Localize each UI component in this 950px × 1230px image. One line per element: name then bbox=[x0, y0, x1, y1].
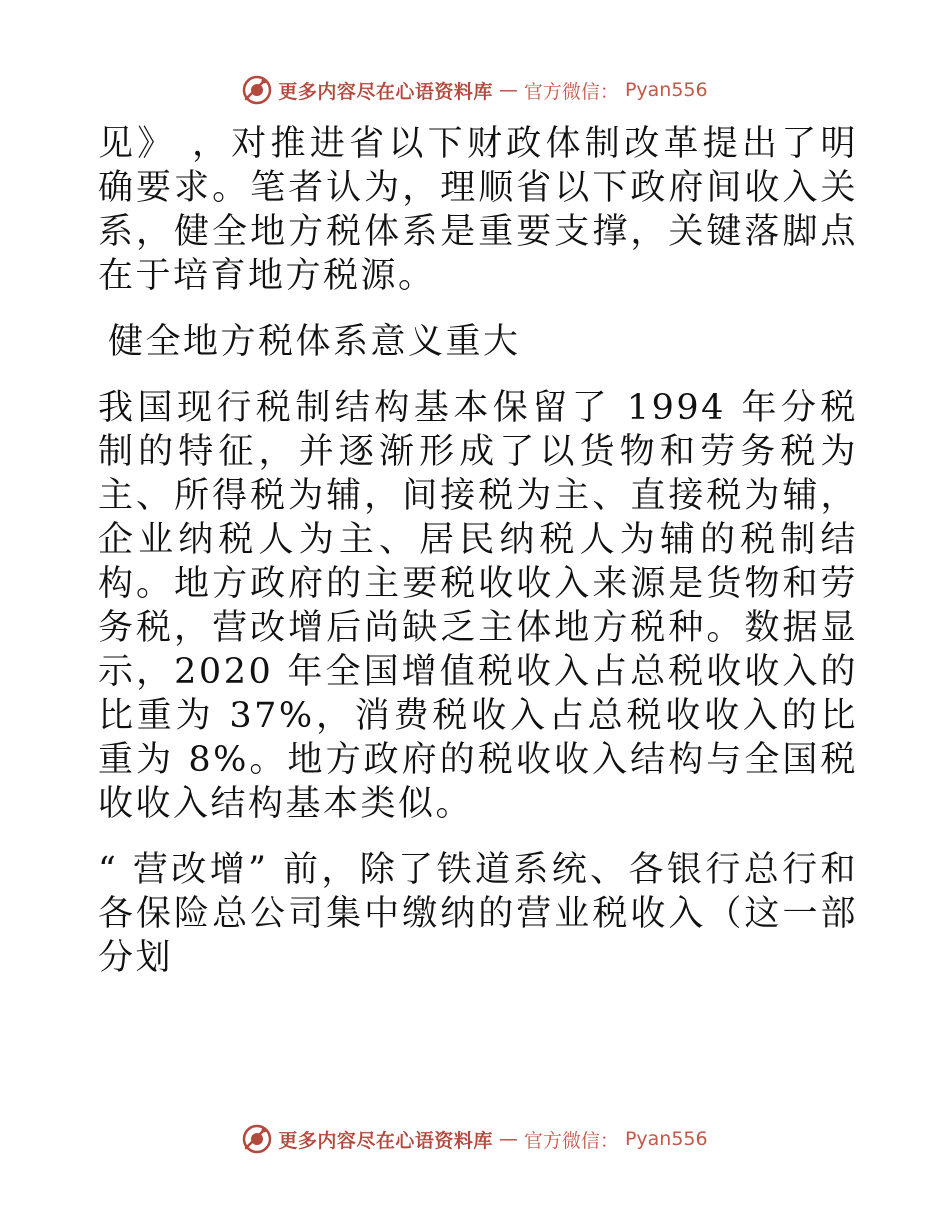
section-heading: 健全地方税体系意义重大 bbox=[108, 322, 521, 362]
watermark-text: 更多内容尽在心语资料库 bbox=[278, 80, 493, 103]
logo-icon bbox=[242, 1124, 272, 1154]
watermark-separator: — bbox=[498, 1128, 518, 1150]
watermark-footer bbox=[0, 1119, 950, 1159]
paragraph-3: “ 营改增” 前，除了铁道系统、各银行总行和各保险总公司集中缴纳的营业税收入（这一部分划 bbox=[98, 850, 858, 978]
watermark-wechat-id: Pyan556 bbox=[624, 79, 708, 101]
paragraph-1: 见》 ，对推进省以下财政体制改革提出了明确要求。笔者认为，理顺省以下政府间收入关系，健全地方税体系是重要支撑，关键落脚点在于培育地方税源。 bbox=[98, 124, 858, 296]
watermark-separator: — bbox=[498, 79, 518, 101]
paragraph-2: 我国现行税制结构基本保留了 1994 年分税制的特征，并逐渐形成了以货物和劳务税为主、所得税为辅，间接税为主、直接税为辅，企业纳税人为主、居民纳税人为辅的税制结构。地方政府的主要税收收入来源是货物和劳务税，营改增后尚缺乏主体地方税种。数据显示，2020 年全国增值税收入占总税收收入的比重为 37%，消费税收入占总税收收入的比重为 8%。地方政府的税收收入结构与全国税收收入结构基本类似。 bbox=[98, 388, 858, 824]
watermark-wechat-id: Pyan556 bbox=[624, 1128, 708, 1150]
watermark-text: 更多内容尽在心语资料库 bbox=[278, 1129, 493, 1152]
logo-icon bbox=[242, 75, 272, 105]
document-body bbox=[98, 122, 858, 980]
watermark-wechat-label: 官方微信： bbox=[523, 80, 619, 103]
watermark-wechat-label: 官方微信： bbox=[523, 1129, 619, 1152]
watermark-header bbox=[0, 70, 950, 110]
